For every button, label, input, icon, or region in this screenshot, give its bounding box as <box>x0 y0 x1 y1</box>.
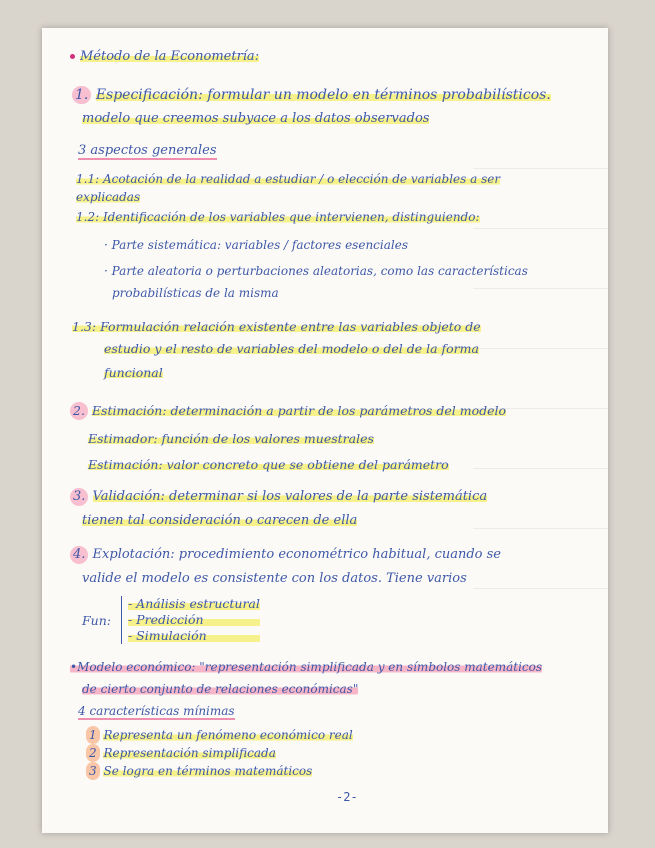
modelo-definicion: •Modelo económico: "representación simplificada y en símbolos matemáticos <box>70 660 543 674</box>
modelo-definicion-cont: de cierto conjunto de relaciones económicas" <box>82 682 359 696</box>
especificacion-line: modelo que creemos subyace a los datos observados <box>82 111 430 126</box>
item-1-3-cont: estudio y el resto de variables del modelo o del de la forma <box>104 341 479 356</box>
notebook-page <box>42 28 608 833</box>
parte-aleatoria: · Parte aleatoria o perturbaciones aleatorias, como las características <box>104 264 528 278</box>
number-badge: 2 <box>86 744 100 762</box>
caracteristicas-heading: 4 características mínimas <box>78 704 235 718</box>
estimador: Estimador: función de los valores muestrales <box>88 431 374 446</box>
estimacion-def: Estimación: valor concreto que se obtiene del parámetro <box>88 457 449 472</box>
funcion-item: - Análisis estructural <box>127 596 260 611</box>
item-1-2: 1.2: Identificación de los variables que intervienen, distinguiendo: <box>76 210 480 224</box>
funciones-label: Fun: <box>82 613 111 628</box>
explotacion-cont: valide el modelo es consistente con los datos. Tiene varios <box>82 571 467 586</box>
caracteristica-item: 2 Representación simplificada <box>86 744 276 762</box>
item-1-3: 1.3: Formulación relación existente entre las variables objeto de <box>72 319 481 334</box>
number-badge: 1 <box>86 726 100 744</box>
tres-aspectos: 3 aspectos generales <box>78 143 217 158</box>
number-badge: 4. <box>70 546 88 564</box>
estimacion-heading: 2. Estimación: determinación a partir de los parámetros del modelo <box>70 402 506 420</box>
number-badge: 1. <box>72 86 91 104</box>
validacion-heading: 3. Validación: determinar si los valores de la parte sistemática <box>70 488 487 506</box>
funciones-bracket <box>121 596 260 644</box>
metodo-title: Método de la Econometría: <box>70 48 259 66</box>
parte-sistematica: · Parte sistemática: variables / factores esenciales <box>104 238 408 252</box>
parte-aleatoria-cont: probabilísticas de la misma <box>112 286 279 300</box>
caracteristica-item: 3 Se logra en términos matemáticos <box>86 762 312 780</box>
especificacion-heading: 1. Especificación: formular un modelo en términos probabilísticos. <box>72 86 551 104</box>
bullet-icon <box>70 54 75 59</box>
number-badge: 3 <box>86 762 100 780</box>
funcion-item: - Predicción <box>128 612 260 628</box>
item-1-1: 1.1: Acotación de la realidad a estudiar / o elección de variables a ser <box>76 172 501 186</box>
number-badge: 3. <box>70 488 88 506</box>
funciones-list <box>82 596 260 644</box>
funcion-item: - Simulación <box>128 628 260 644</box>
item-1-1-cont: explicadas <box>76 190 141 204</box>
item-1-3-end: funcional <box>104 365 163 380</box>
caracteristica-item: 1 Representa un fenómeno económico real <box>86 726 353 744</box>
explotacion-heading: 4. Explotación: procedimiento econométrico habitual, cuando se <box>70 546 501 564</box>
page-number: -2- <box>336 790 358 804</box>
number-badge: 2. <box>70 402 88 420</box>
validacion-cont: tienen tal consideración o carecen de ella <box>82 513 358 528</box>
